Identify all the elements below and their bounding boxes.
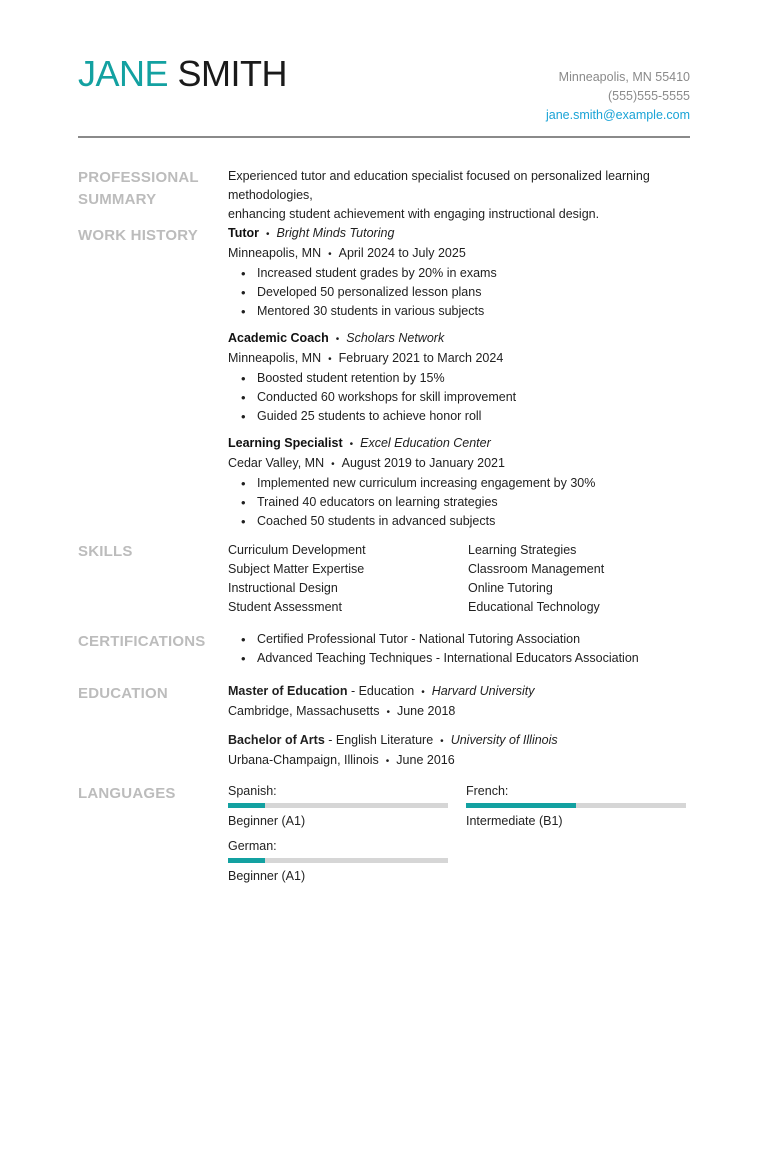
language-name: Spanish: [228, 784, 277, 798]
job-title: Tutor [228, 226, 260, 240]
language-spanish [228, 782, 448, 831]
job-dates: February 2021 to March 2024 [338, 351, 504, 365]
degree: Bachelor of Arts [228, 733, 325, 747]
job-bullets [228, 474, 698, 531]
education-title: EDUCATION [78, 685, 168, 702]
school: University of Illinois [450, 733, 558, 747]
separator-dot: • [331, 459, 335, 470]
work-history-title: WORK HISTORY [78, 227, 198, 244]
separator-dot: • [385, 756, 390, 767]
summary-section-title [78, 167, 208, 211]
job-bullet: • Trained 40 educators on learning strategies [257, 493, 698, 512]
job-dates: August 2019 to January 2021 [341, 456, 505, 470]
language-name: French: [466, 784, 509, 798]
job-heading [228, 224, 698, 244]
summary-title-line-1: PROFESSIONAL [78, 169, 199, 186]
candidate-name [78, 52, 287, 96]
job-location: Minneapolis, MN [228, 351, 322, 365]
job-bullet: • Boosted student retention by 15% [257, 369, 698, 388]
job-company: Scholars Network [346, 331, 445, 345]
language-level: Beginner (A1) [228, 814, 306, 828]
skill-item: Online Tutoring [468, 581, 553, 595]
job-title: Learning Specialist [228, 436, 343, 450]
job-heading [228, 329, 698, 349]
job-company: Excel Education Center [360, 436, 491, 450]
summary-line-1: Experienced tutor and education specialist focused on personalized learning methodologies, [228, 169, 650, 202]
separator-dot: • [386, 707, 390, 718]
certification-item: • Advanced Teaching Techniques - International Educators Association [257, 649, 698, 668]
separator-dot: • [349, 439, 354, 450]
job-bullet: • Coached 50 students in advanced subjects [257, 512, 698, 531]
language-german [228, 837, 448, 886]
job-location-dates [228, 244, 698, 264]
skill-item: Student Assessment [228, 600, 342, 614]
phone: (555)555-5555 [607, 89, 690, 103]
education-entry [228, 682, 698, 722]
skill-item: Classroom Management [468, 562, 605, 576]
job-bullet: • Guided 25 students to achieve honor roll [257, 407, 698, 426]
school-location: Urbana-Champaign, Illinois [228, 753, 379, 767]
job-location: Minneapolis, MN [228, 246, 322, 260]
school: Harvard University [431, 684, 535, 698]
education-location-date [228, 702, 698, 722]
field: - Education [347, 684, 415, 698]
separator-dot: • [328, 249, 332, 260]
job-company: Bright Minds Tutoring [276, 226, 395, 240]
job-dates: April 2024 to July 2025 [338, 246, 466, 260]
resume-header [78, 50, 690, 138]
last-name: SMITH [177, 53, 288, 94]
job-bullet: • Conducted 60 workshops for skill improvement [257, 388, 698, 407]
job-location-dates [228, 454, 698, 474]
field: - English Literature [324, 733, 434, 747]
job-bullets [228, 264, 698, 321]
first-name: JANE [78, 53, 169, 94]
degree: Master of Education [228, 684, 348, 698]
education-heading [228, 682, 698, 702]
proficiency-bar [466, 803, 686, 808]
summary-title-line-2: SUMMARY [78, 191, 157, 208]
proficiency-fill [228, 858, 265, 863]
job-entry [228, 224, 698, 321]
separator-dot: • [440, 736, 444, 747]
certifications-title: CERTIFICATIONS [78, 633, 206, 650]
summary-text [228, 167, 698, 224]
skills-column-right [468, 541, 698, 617]
skill-item: Subject Matter Expertise [228, 562, 365, 576]
skill-item: Learning Strategies [468, 543, 577, 557]
separator-dot: • [335, 334, 340, 345]
proficiency-bar [228, 858, 448, 863]
contact-info [546, 68, 690, 125]
skills-title: SKILLS [78, 543, 133, 560]
job-heading [228, 434, 698, 454]
languages-title: LANGUAGES [78, 785, 176, 802]
education-heading [228, 731, 698, 751]
skills-column-left [228, 541, 458, 617]
work-history-list [228, 224, 698, 539]
job-title: Academic Coach [228, 331, 329, 345]
proficiency-fill [466, 803, 576, 808]
job-bullet: • Implemented new curriculum increasing engagement by 30% [257, 474, 698, 493]
job-bullets [228, 369, 698, 426]
certification-item: • Certified Professional Tutor - National Tutoring Association [257, 630, 698, 649]
education-entry [228, 731, 698, 771]
skill-item: Instructional Design [228, 581, 338, 595]
separator-dot: • [328, 354, 332, 365]
proficiency-bar [228, 803, 448, 808]
job-location-dates [228, 349, 698, 369]
proficiency-fill [228, 803, 265, 808]
language-level: Intermediate (B1) [466, 814, 563, 828]
school-location: Cambridge, Massachusetts [228, 704, 380, 718]
job-entry [228, 434, 698, 531]
language-name: German: [228, 839, 277, 853]
job-bullet: • Increased student grades by 20% in exams [257, 264, 698, 283]
separator-dot: • [421, 687, 425, 698]
email-link[interactable]: jane.smith@example.com [546, 108, 690, 122]
language-french [466, 782, 686, 831]
language-level: Beginner (A1) [228, 869, 306, 883]
job-bullet: • Mentored 30 students in various subjects [257, 302, 698, 321]
skill-item: Educational Technology [468, 600, 600, 614]
certifications-list [228, 630, 698, 668]
job-entry [228, 329, 698, 426]
separator-dot: • [266, 229, 270, 240]
graduation-date: June 2018 [396, 704, 456, 718]
skill-item: Curriculum Development [228, 543, 366, 557]
graduation-date: June 2016 [396, 753, 455, 767]
summary-line-2: enhancing student achievement with engaging instructional design. [228, 207, 600, 221]
education-location-date [228, 751, 698, 771]
job-bullet: • Developed 50 personalized lesson plans [257, 283, 698, 302]
address: Minneapolis, MN 55410 [558, 70, 690, 84]
job-location: Cedar Valley, MN [228, 456, 325, 470]
education-list [228, 682, 698, 780]
